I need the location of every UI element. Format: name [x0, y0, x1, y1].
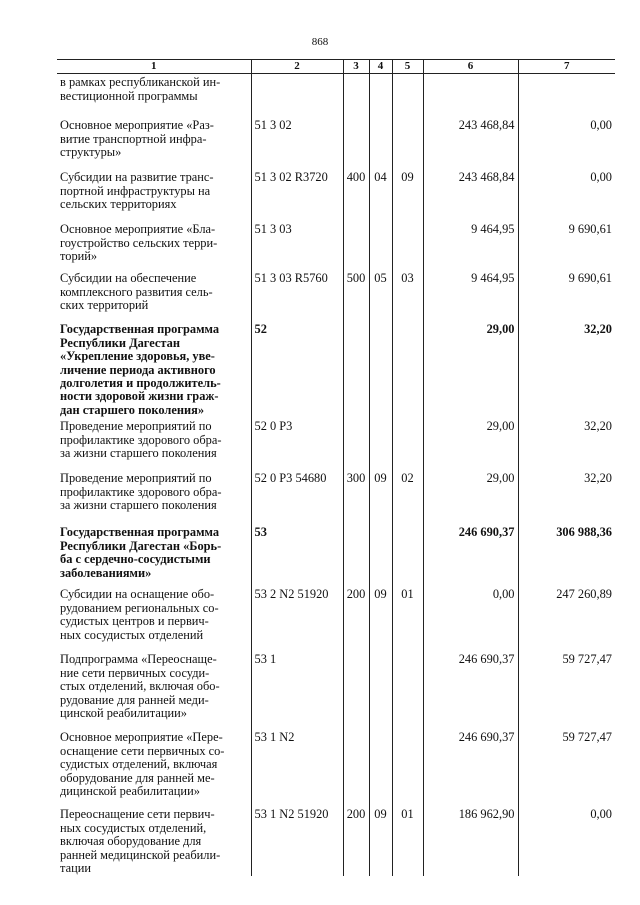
- row-col3: [343, 651, 369, 729]
- row-value-7: 9 690,61: [518, 270, 615, 321]
- row-col5: 09: [392, 169, 423, 221]
- column-header-5: 5: [392, 60, 423, 74]
- row-value-6: 246 690,37: [423, 524, 518, 586]
- row-col3: [343, 524, 369, 586]
- row-name: Субсидии на развитие транс- портной инфраструктуры на сельских территориях: [60, 170, 214, 212]
- row-value-6: 9 464,95: [423, 270, 518, 321]
- row-name: Проведение мероприятий по профилактике здорового обра- за жизни старшего поколения: [60, 471, 222, 513]
- row-col4: [369, 117, 392, 169]
- row-col4: [369, 321, 392, 418]
- table-row-program: [57, 321, 615, 418]
- row-name: Основное мероприятие «Раз- витие транспортной инфра- структуры»: [60, 118, 214, 160]
- row-code: 52: [251, 321, 343, 418]
- row-col3: [343, 74, 369, 118]
- row-col5: [392, 221, 423, 270]
- row-col5: 01: [392, 806, 423, 876]
- table-row: [57, 806, 615, 876]
- table-header-row: [57, 60, 615, 74]
- row-col3: 500: [343, 270, 369, 321]
- row-col5: [392, 74, 423, 118]
- row-value-7: 0,00: [518, 117, 615, 169]
- row-name: Подпрограмма «Переоснаще- ние сети первичных сосуди- стых отделений, включая обо- рудование для ранней меди- цинской реабилитации»: [60, 652, 220, 721]
- row-name: Государственная программа Республики Дагестан «Укрепление здоровья, уве- личение периода активного долголетия и продолжитель- ности здоровой жизни граж- дан старшего поколения»: [60, 322, 221, 417]
- row-col4: 09: [369, 470, 392, 524]
- row-value-6: 29,00: [423, 321, 518, 418]
- row-value-6: 243 468,84: [423, 169, 518, 221]
- column-header-4: 4: [369, 60, 392, 74]
- row-value-6: 9 464,95: [423, 221, 518, 270]
- row-code: 53 1: [251, 651, 343, 729]
- row-col3: 200: [343, 586, 369, 651]
- table-row: [57, 221, 615, 270]
- row-value-7: 59 727,47: [518, 729, 615, 806]
- row-code: 51 3 02 R3720: [251, 169, 343, 221]
- column-header-7: 7: [518, 60, 615, 74]
- row-col5: [392, 418, 423, 470]
- row-name: Основное мероприятие «Пере- оснащение сети первичных со- судистых отделений, включая оборудование для ранней ме- дицинской реабилитации»: [60, 730, 225, 799]
- row-col5: [392, 524, 423, 586]
- row-name: Субсидии на обеспечение комплексного развития сель- ских территорий: [60, 271, 213, 313]
- row-code: 51 3 03 R5760: [251, 270, 343, 321]
- row-value-6: 29,00: [423, 470, 518, 524]
- row-col3: [343, 729, 369, 806]
- row-col5: [392, 117, 423, 169]
- table-row: [57, 470, 615, 524]
- row-col5: 02: [392, 470, 423, 524]
- column-header-6: 6: [423, 60, 518, 74]
- row-value-7: 9 690,61: [518, 221, 615, 270]
- row-col4: [369, 651, 392, 729]
- row-code: 52 0 P3 54680: [251, 470, 343, 524]
- row-col4: [369, 74, 392, 118]
- row-name: Государственная программа Республики Дагестан «Борь- ба с сердечно-сосудистыми заболеваниями»: [60, 525, 222, 580]
- row-col3: 300: [343, 470, 369, 524]
- row-code: [251, 74, 343, 118]
- table-row: [57, 729, 615, 806]
- row-col3: [343, 418, 369, 470]
- row-value-6: 243 468,84: [423, 117, 518, 169]
- row-value-6: 246 690,37: [423, 651, 518, 729]
- column-header-2: 2: [251, 60, 343, 74]
- table-row: [57, 651, 615, 729]
- row-col3: [343, 321, 369, 418]
- row-value-7: 247 260,89: [518, 586, 615, 651]
- column-header-3: 3: [343, 60, 369, 74]
- row-value-7: [518, 74, 615, 118]
- row-value-7: 0,00: [518, 806, 615, 876]
- budget-table: [57, 59, 615, 876]
- row-value-7: 59 727,47: [518, 651, 615, 729]
- row-col4: 09: [369, 586, 392, 651]
- row-col4: [369, 729, 392, 806]
- row-value-7: 32,20: [518, 321, 615, 418]
- row-code: 51 3 03: [251, 221, 343, 270]
- table-row: [57, 74, 615, 118]
- row-value-7: 306 988,36: [518, 524, 615, 586]
- row-col3: 400: [343, 169, 369, 221]
- table-row: [57, 586, 615, 651]
- row-code: 53 1 N2: [251, 729, 343, 806]
- row-col3: 200: [343, 806, 369, 876]
- row-name: Переоснащение сети первич- ных сосудистых отделений, включая оборудование для ранней медицинской реабили- тации: [60, 807, 221, 876]
- row-name: Основное мероприятие «Бла- гоустройство сельских терри- торий»: [60, 222, 218, 264]
- row-col5: [392, 321, 423, 418]
- row-col5: 03: [392, 270, 423, 321]
- table-row-program: [57, 524, 615, 586]
- row-code: 53: [251, 524, 343, 586]
- table-row: [57, 418, 615, 470]
- table-row: [57, 117, 615, 169]
- row-value-7: 32,20: [518, 470, 615, 524]
- row-code: 52 0 P3: [251, 418, 343, 470]
- row-code: 53 2 N2 51920: [251, 586, 343, 651]
- row-value-6: 0,00: [423, 586, 518, 651]
- row-name: Субсидии на оснащение обо- рудованием региональных со- судистых центров и первич- ных сосудистых отделений: [60, 587, 219, 642]
- row-value-6: [423, 74, 518, 118]
- row-code: 51 3 02: [251, 117, 343, 169]
- row-value-6: 186 962,90: [423, 806, 518, 876]
- table-row: [57, 270, 615, 321]
- row-col3: [343, 221, 369, 270]
- row-col4: 09: [369, 806, 392, 876]
- row-name: в рамках республиканской ин- вестиционной программы: [60, 75, 221, 103]
- row-col5: 01: [392, 586, 423, 651]
- row-col5: [392, 651, 423, 729]
- page-number: 868: [311, 36, 329, 48]
- row-value-7: 32,20: [518, 418, 615, 470]
- row-col4: 05: [369, 270, 392, 321]
- table-row: [57, 169, 615, 221]
- row-value-6: 29,00: [423, 418, 518, 470]
- row-col5: [392, 729, 423, 806]
- row-value-6: 246 690,37: [423, 729, 518, 806]
- column-header-1: 1: [57, 60, 251, 74]
- row-col4: [369, 221, 392, 270]
- row-code: 53 1 N2 51920: [251, 806, 343, 876]
- row-col4: 04: [369, 169, 392, 221]
- row-col4: [369, 524, 392, 586]
- row-name: Проведение мероприятий по профилактике здорового обра- за жизни старшего поколения: [60, 419, 222, 461]
- row-value-7: 0,00: [518, 169, 615, 221]
- row-col4: [369, 418, 392, 470]
- row-col3: [343, 117, 369, 169]
